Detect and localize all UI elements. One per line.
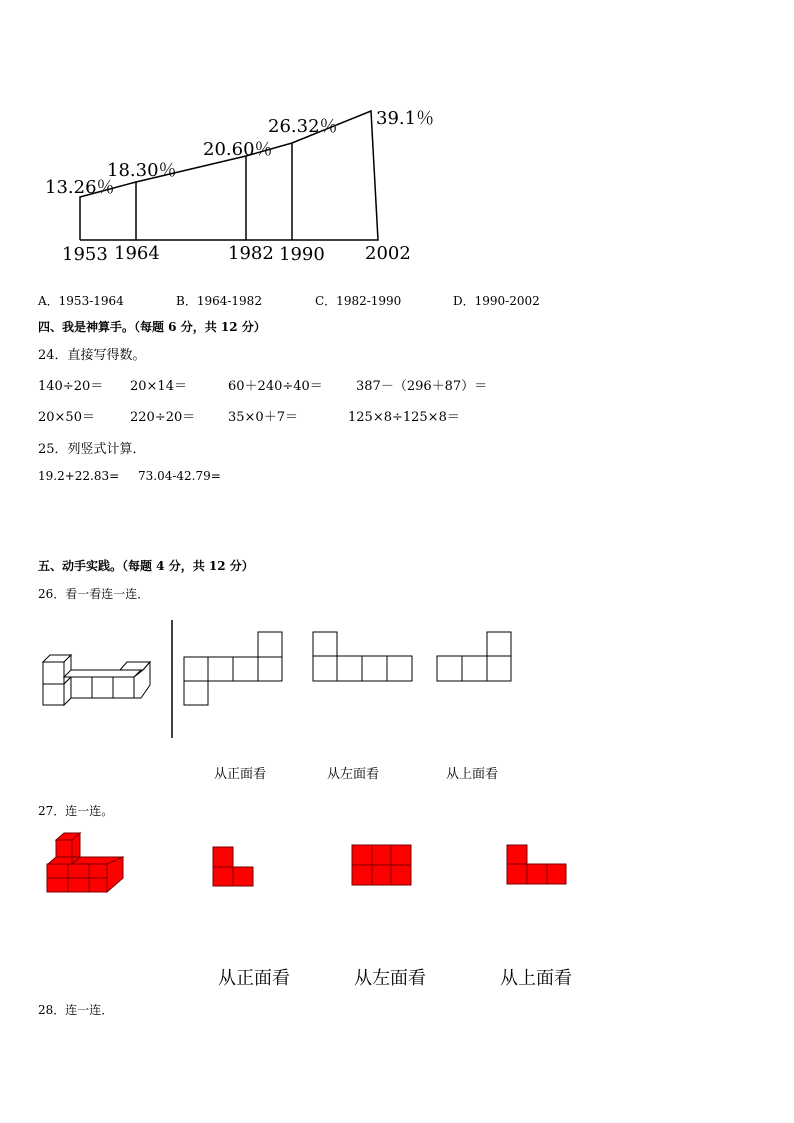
year-label-1953: 1953 [62,244,108,265]
q28-prompt: 28．连一连． [38,1003,114,1017]
q24-row1-item3: 60＋240÷40＝ [228,379,323,394]
q27-solid-shape [47,833,123,892]
value-label-1953: 13.26％ [45,177,115,198]
q26-prompt: 26．看一看连一连． [38,587,150,601]
option-b: B．1964-1982 [176,294,262,308]
q24-row2-item2: 220÷20＝ [130,410,196,425]
q26-view-label-front: 从正面看 [214,767,267,782]
value-label-2002: 39.1％ [376,108,435,129]
q24-row1-item2: 20×14＝ [130,379,187,394]
value-label-1990: 26.32％ [268,116,338,137]
value-label-1982: 20.60％ [203,139,273,160]
section-5-heading: 五、动手实践。（每题 4 分，共 12 分） [38,559,254,573]
q24-row1-item4: 387－（296＋87）＝ [356,379,488,394]
q25-item2: 73.04-42.79= [138,469,221,483]
q26-view-label-top: 从上面看 [446,767,499,782]
section-4-heading: 四、我是神算手。（每题 6 分，共 12 分） [38,320,266,334]
year-label-2002: 2002 [365,243,411,264]
q27-view-label-top: 从上面看 [500,968,572,989]
value-label-1964: 18.30％ [107,160,177,181]
q25-prompt: 25．列竖式计算． [38,442,146,457]
q27-prompt: 27．连一连。 [38,804,114,818]
q27-view-2 [352,845,411,885]
q24-row2-item1: 20×50＝ [38,410,95,425]
q27-view-label-front: 从正面看 [218,968,290,989]
q25-item1: 19.2+22.83= [38,469,120,483]
option-a: A．1953-1964 [38,294,124,308]
option-d: D．1990-2002 [453,294,540,308]
year-label-1964: 1964 [114,243,160,264]
q27-view-1 [213,847,253,886]
year-label-1982: 1982 [228,243,274,264]
q24-row2-item4: 125×8÷125×8＝ [348,410,460,425]
q24-row1-item1: 140÷20＝ [38,379,104,394]
option-c: C．1982-1990 [315,294,402,308]
q27-view-label-left: 从左面看 [354,968,426,989]
q24-prompt: 24．直接写得数。 [38,348,146,363]
q26-view-label-left: 从左面看 [327,767,380,782]
year-label-1990: 1990 [279,244,325,265]
q24-row2-item3: 35×0＋7＝ [228,410,298,425]
q27-view-3 [507,845,566,884]
